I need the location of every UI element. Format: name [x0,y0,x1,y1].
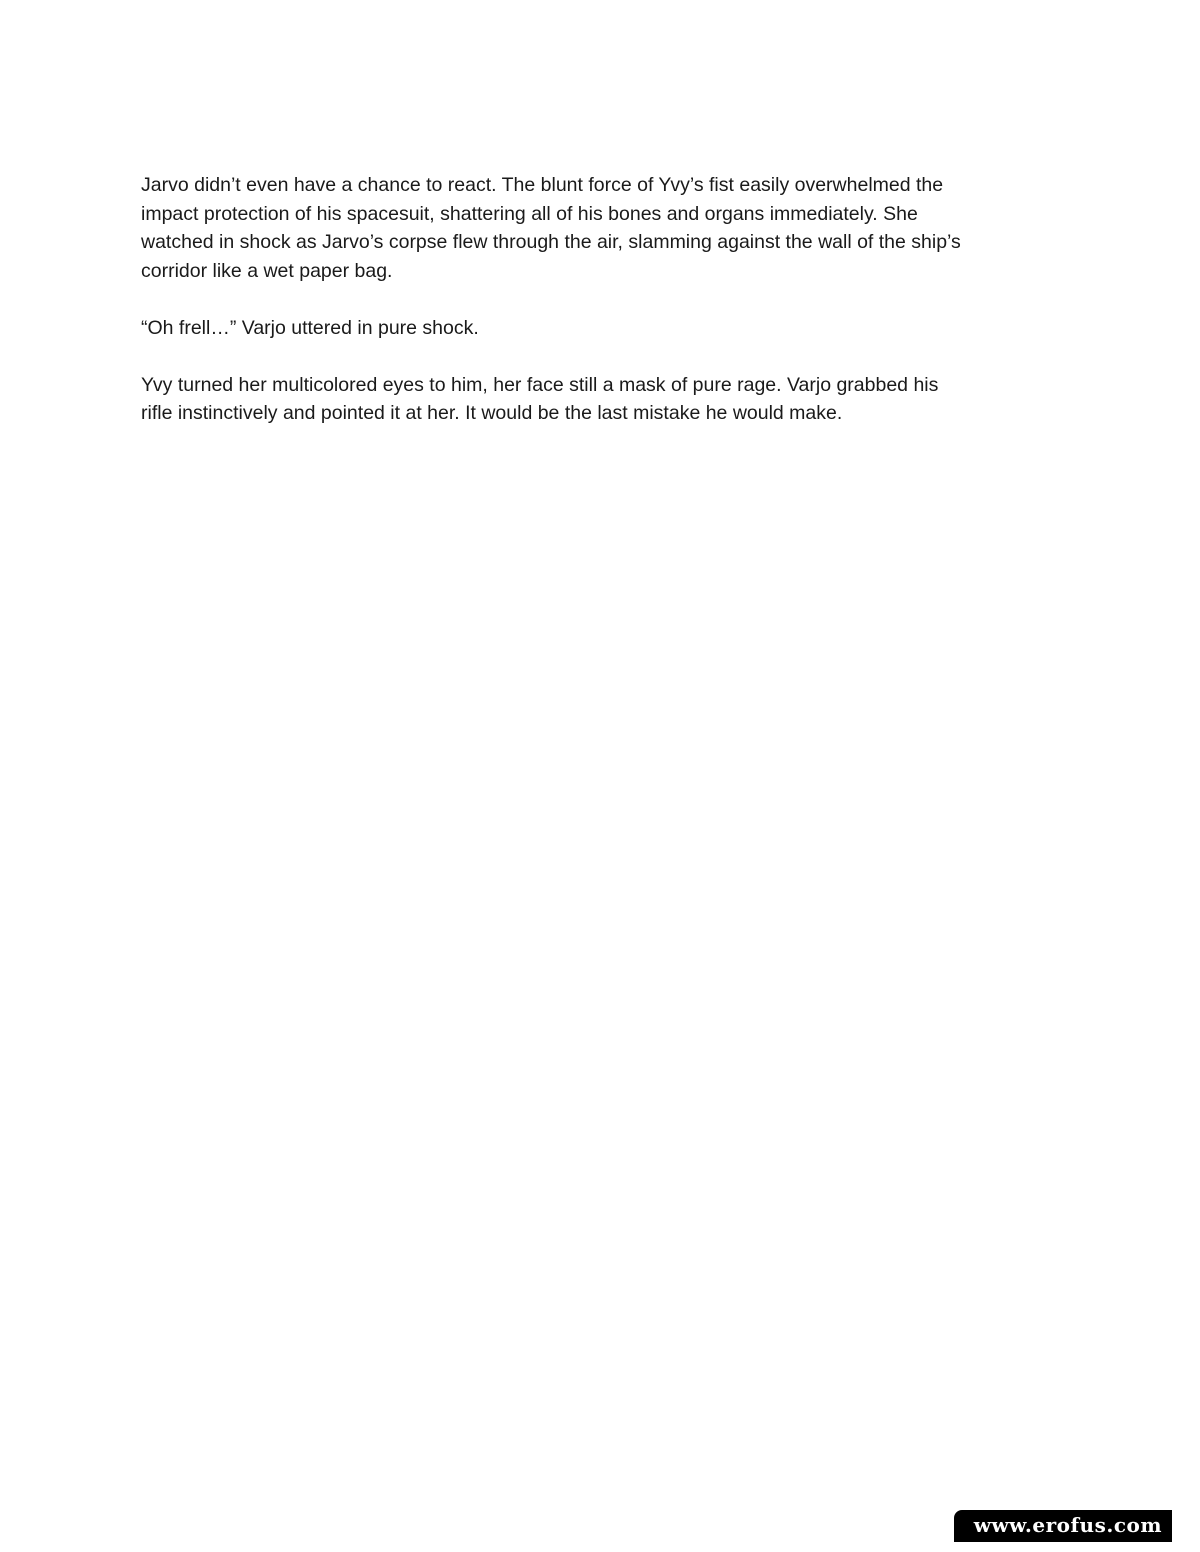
text-line: Yvy turned her multicolored eyes to him, her face still a mask of pure rage. Varjo grabbed his [141,373,939,396]
text-line: watched in shock as Jarvo’s corpse flew through the air, slamming against the wall of the ship’s [141,231,961,253]
text-line: impact protection of his spacesuit, shattering all of his bones and organs immediately. She [141,202,918,225]
text-line: corridor like a wet paper bag. [141,259,393,282]
text-line: “Oh frell…” Varjo uttered in pure shock. [141,316,479,339]
paragraph [141,171,1071,285]
paragraph [141,314,1071,343]
text-line: Jarvo didn’t even have a chance to react. The blunt force of Yvy’s fist easily overwhelmed the [141,174,944,196]
paragraph [141,371,1071,428]
site-watermark: www.erofus.com [954,1510,1172,1542]
document-body [141,171,1071,456]
text-line: rifle instinctively and pointed it at her. It would be the last mistake he would make. [141,402,843,424]
